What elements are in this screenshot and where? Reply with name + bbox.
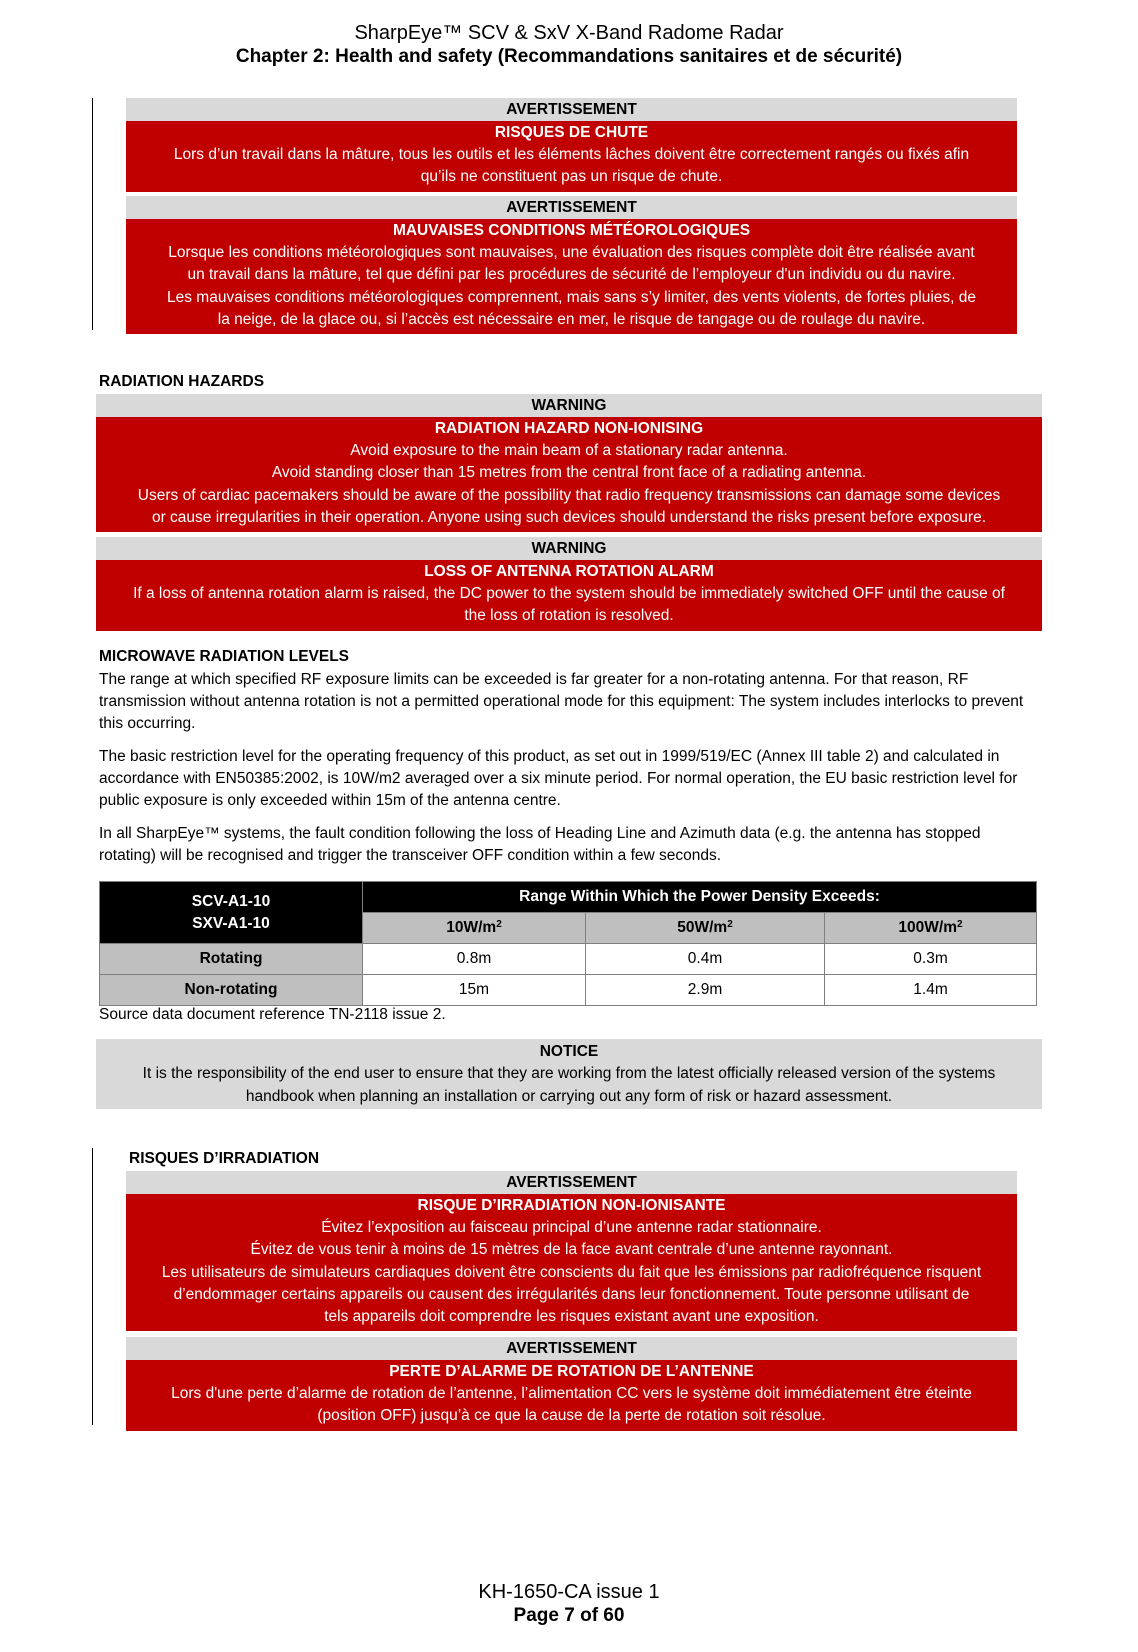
warning-label: WARNING — [96, 394, 1042, 417]
warning-box-irradiation-fr — [126, 1171, 1017, 1331]
warning-text-line: Avoid standing closer than 15 metres from the central front face of a radiating antenna. — [271, 464, 867, 482]
warning-text-line: or cause irregularities in their operation. Anyone using such devices should understand the risks present before exposure. — [151, 508, 987, 526]
warning-text-line: tels appareils doit comprendre les risques existant avant une exposition. — [324, 1308, 819, 1326]
warning-box-fall-risk-fr — [126, 98, 1017, 192]
footer-page-number: Page 7 of 60 — [513, 1605, 625, 1626]
warning-label: AVERTISSEMENT — [126, 98, 1017, 121]
section-heading-microwave: MICROWAVE RADIATION LEVELS — [99, 648, 350, 665]
notice-box — [96, 1039, 1042, 1109]
column-header: $10W/m^2$ — [363, 913, 586, 944]
warning-text-line: If a loss of antenna rotation alarm is raised, the DC power to the system should be immediately switched OFF until the cause of — [133, 585, 1005, 603]
change-bar-top — [92, 98, 93, 330]
model-name: SCV-A1-10 — [191, 892, 271, 910]
section-heading-radiation-hazards: RADIATION HAZARDS — [99, 373, 265, 390]
model-header-cell — [100, 882, 363, 944]
table-row — [100, 975, 1037, 1006]
table-cell: 15m — [363, 975, 586, 1006]
notice-text-line: It is the responsibility of the end user to ensure that they are working from the latest officially released version of the systems — [142, 1065, 996, 1083]
warning-text-line: the loss of rotation is resolved. — [464, 607, 674, 625]
warning-label: AVERTISSEMENT — [126, 1337, 1017, 1360]
change-bar-bottom — [92, 1148, 93, 1425]
notice-title: NOTICE — [539, 1043, 599, 1060]
section-heading-risques-irradiation: RISQUES D’IRRADIATION — [129, 1150, 320, 1167]
row-header: Non-rotating — [100, 975, 363, 1006]
warning-text-line: la neige, de la glace ou, si l’accès est nécessaire en mer, le risque de tangage ou de roulage du navire. — [217, 310, 926, 328]
warning-title: PERTE D’ALARME DE ROTATION DE L’ANTENNE — [389, 1363, 754, 1380]
warning-label: AVERTISSEMENT — [126, 196, 1017, 219]
warning-box-rotation-loss-fr — [126, 1337, 1017, 1431]
warning-text-line: qu’ils ne constituent pas un risque de chute. — [420, 168, 723, 186]
warning-text-line: Lors d’un travail dans la mâture, tous les outils et les éléments lâches doivent être correctement rangés ou fixés afin — [173, 146, 970, 164]
warning-text-line: (position OFF) jusqu’à ce que la cause de la perte de rotation soit résolue. — [317, 1407, 826, 1425]
model-name: SXV-A1-10 — [192, 914, 270, 932]
table-cell: 2.9m — [586, 975, 825, 1006]
paragraph: The range at which specified RF exposure limits can be exceeded is far greater for a non-rotating antenna. For that reason, RF transmission without antenna rotation is not a permitted operational mode for this equipment: The system includes interlocks to prevent this occurring. — [99, 671, 1024, 733]
warning-text-line: Évitez de vous tenir à moins de 15 mètres de la face avant centrale d’une antenne rayonnant. — [250, 1241, 893, 1259]
warning-box-bad-weather-fr — [126, 196, 1017, 334]
column-header: $50W/m^2$ — [586, 913, 825, 944]
warning-text-line: d’endommager certains appareils ou causent des irrégularités dans leur fonctionnement. Toute personne utilisant de — [173, 1285, 970, 1303]
warning-text-line: Évitez l’exposition au faisceau principal d’une antenne radar stationnaire. — [321, 1219, 822, 1237]
warning-title: RISQUE D’IRRADIATION NON-IONISANTE — [417, 1197, 726, 1214]
warning-box-loss-of-rotation — [96, 537, 1042, 631]
warning-box-radiation-non-ionising — [96, 394, 1042, 532]
table-cell: 0.3m — [825, 944, 1037, 975]
warning-title: MAUVAISES CONDITIONS MÉTÉOROLOGIQUES — [392, 222, 751, 239]
warning-text-line: Users of cardiac pacemakers should be aware of the possibility that radio frequency transmissions can damage some devices — [137, 486, 1001, 504]
warning-title: LOSS OF ANTENNA ROTATION ALARM — [424, 563, 714, 580]
warning-title: RISQUES DE CHUTE — [494, 124, 649, 141]
table-cell: 1.4m — [825, 975, 1037, 1006]
column-header: $100W/m^2$ — [825, 913, 1037, 944]
table-row — [100, 944, 1037, 975]
document-title: SharpEye™ SCV & SxV X-Band Radome Radar — [354, 22, 784, 44]
warning-text-line: Lorsque les conditions météorologiques sont mauvaises, une évaluation des risques complète doit être réalisée avant — [168, 244, 975, 262]
row-header: Rotating — [100, 944, 363, 975]
warning-text-line: un travail dans la mâture, tel que défini par les procédures de sécurité de l’employeur d'un individu ou du navire. — [187, 266, 956, 284]
notice-text-line: handbook when planning an installation or carrying out any form of risk or hazard assessment. — [245, 1087, 893, 1105]
table-cell: 0.4m — [586, 944, 825, 975]
warning-text-line: Avoid exposure to the main beam of a stationary radar antenna. — [350, 442, 788, 460]
warning-label: WARNING — [96, 537, 1042, 560]
warning-text-line: Les utilisateurs de simulateurs cardiaques doivent être conscients du fait que les émissions par radiofréquence risquent — [161, 1263, 982, 1281]
paragraph: The basic restriction level for the operating frequency of this product, as set out in 1999/519/EC (Annex III table 2) and calculated in accordance with EN50385:2002, is 10W/m2 averaged over a six minute period. For normal operation, the EU basic restriction level for public exposure is only exceeded within 15m of the antenna centre. — [99, 748, 1018, 810]
span-header: Range Within Which the Power Density Exceeds: — [363, 882, 1037, 913]
table-cell: 0.8m — [363, 944, 586, 975]
power-density-table — [99, 881, 1037, 1006]
warning-label: AVERTISSEMENT — [126, 1171, 1017, 1194]
paragraph: In all SharpEye™ systems, the fault condition following the loss of Heading Line and Azimuth data (e.g. the antenna has stopped rotating) will be recognised and trigger the transceiver OFF condition within a few seconds. — [99, 825, 981, 865]
footer-document-id: KH-1650-CA issue 1 — [478, 1581, 660, 1603]
chapter-title: Chapter 2: Health and safety (Recommandations sanitaires et de sécurité) — [235, 46, 903, 67]
warning-title: RADIATION HAZARD NON-IONISING — [434, 420, 704, 437]
table-source-note: Source data document reference TN-2118 issue 2. — [99, 1006, 446, 1023]
warning-text-line: Les mauvaises conditions météorologiques comprennent, mais sans s’y limiter, des vents violents, de fortes pluies, de — [167, 288, 976, 306]
warning-text-line: Lors d'une perte d’alarme de rotation de l’antenne, l’alimentation CC vers le système doit immédiatement être éteinte — [171, 1385, 972, 1403]
